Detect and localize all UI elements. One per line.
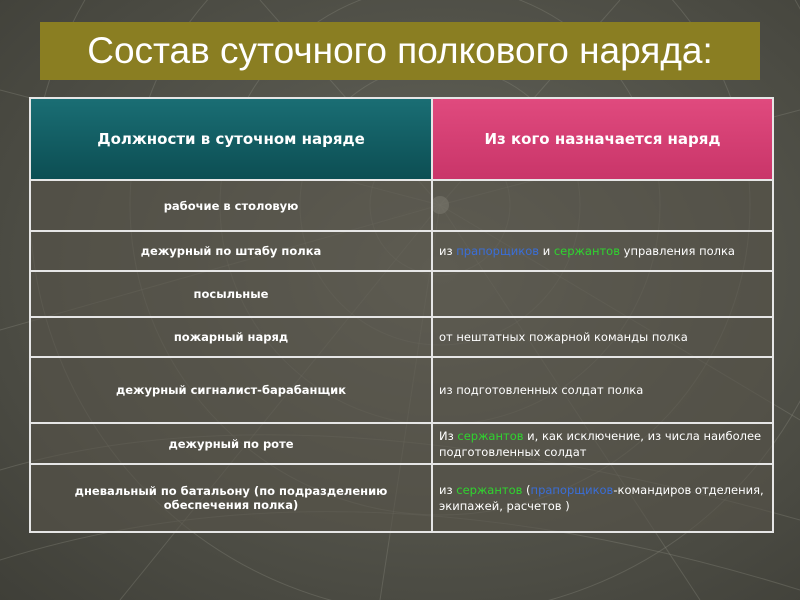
header-positions: Должности в суточном наряде bbox=[30, 98, 432, 180]
table-row bbox=[30, 423, 773, 464]
header-sources: Из кого назначается наряд bbox=[432, 98, 773, 180]
source-cell bbox=[432, 271, 773, 317]
table-row bbox=[30, 317, 773, 357]
position-cell: рабочие в столовую bbox=[30, 180, 432, 231]
keyword-sergeants: сержантов bbox=[456, 483, 523, 497]
source-cell bbox=[432, 180, 773, 231]
table-row bbox=[30, 180, 773, 231]
position-cell: дежурный сигналист-барабанщик bbox=[30, 357, 432, 423]
table-row bbox=[30, 464, 773, 532]
source-cell: из подготовленных солдат полка bbox=[432, 357, 773, 423]
position-cell: дежурный по штабу полка bbox=[30, 231, 432, 271]
keyword-warrant-officers: прапорщиков bbox=[530, 483, 614, 497]
table-row bbox=[30, 357, 773, 423]
title-bar bbox=[40, 22, 760, 80]
position-cell: дежурный по роте bbox=[30, 423, 432, 464]
source-cell: Из сержантов и, как исключение, из числа наиболее подготовленных солдат bbox=[432, 423, 773, 464]
source-cell: из сержантов (прапорщиков-командиров отделения, экипажей, расчетов ) bbox=[432, 464, 773, 532]
duty-table bbox=[29, 97, 774, 533]
table-row bbox=[30, 231, 773, 271]
keyword-sergeants: сержантов bbox=[553, 244, 620, 258]
position-cell: дневальный по батальону (по подразделению обеспечения полка) bbox=[30, 464, 432, 532]
source-cell: от нештатных пожарной команды полка bbox=[432, 317, 773, 357]
page-title: Состав суточного полкового наряда: bbox=[87, 30, 713, 71]
table-row bbox=[30, 271, 773, 317]
keyword-sergeants: сержантов bbox=[457, 428, 524, 443]
table-header-row bbox=[30, 98, 773, 180]
source-cell: из прапорщиков и сержантов управления полка bbox=[432, 231, 773, 271]
position-cell: пожарный наряд bbox=[30, 317, 432, 357]
keyword-warrant-officers: прапорщиков bbox=[456, 244, 540, 258]
position-cell: посыльные bbox=[30, 271, 432, 317]
